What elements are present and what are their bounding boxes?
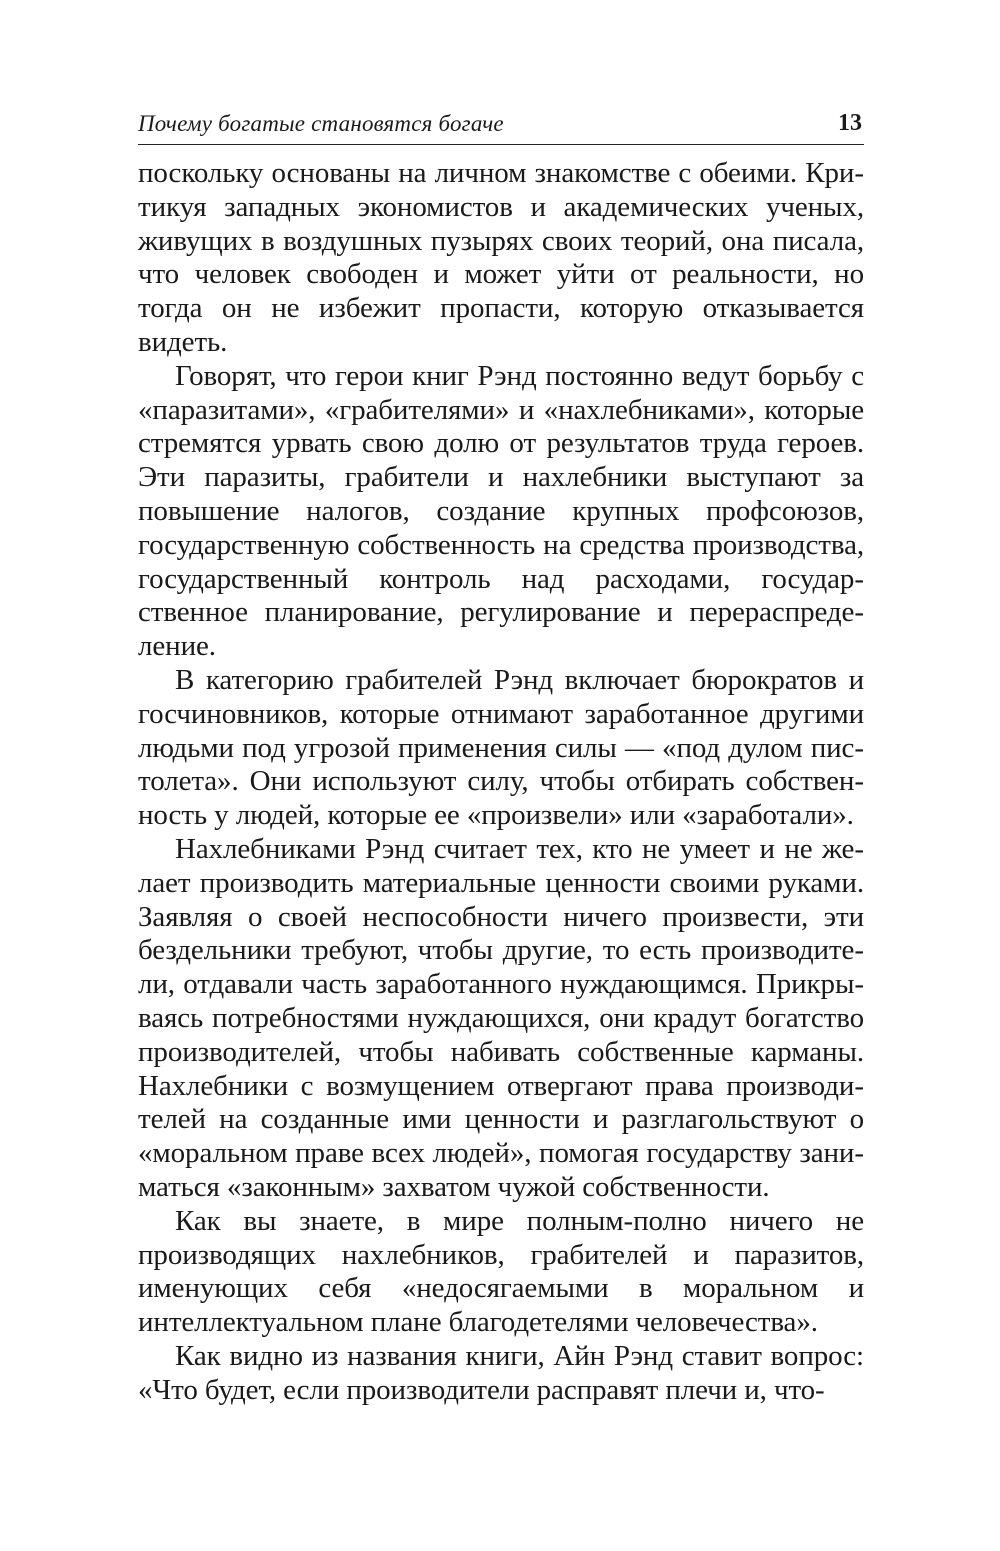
paragraph: Как видно из названия книги, Айн Рэнд ставит вопрос: «Что будет, если производители расправят плечи и, что- — [138, 1339, 864, 1406]
paragraph: Как вы знаете, в мире полным-полно ничего не производящих нахлебников, грабителей и паразитов, именующих себя «недосягаемыми в моральном и интеллектуальном плане благодетелями человечества». — [138, 1204, 864, 1339]
page-number: 13 — [838, 110, 862, 136]
paragraph: Нахлебниками Рэнд считает тех, кто не умеет и не желает производить материальные ценности своими руками. Заявляя о своей неспособности ничего произвести, эти бездельники требуют, чтобы другие, то есть производители, отдавали часть заработанного нуждающимся. Прикрываясь потребностями нуждающихся, они крадут богатство производителей, чтобы набивать собственные карманы. Нахлебники с возмущением отвергают права производителей на созданные ими ценности и разглагольствуют о «моральном праве всех людей», помогая государству заниматься «законным» захватом чужой собственности. — [138, 832, 864, 1203]
body-text — [138, 157, 864, 1407]
paragraph: Говорят, что герои книг Рэнд постоянно ведут борьбу с «паразитами», «грабителями» и «нахлебниками», которые стремятся урвать свою долю от результатов труда героев. Эти паразиты, грабители и нахлебники выступают за повышение налогов, создание крупных профсоюзов, государственную собственность на средства производства, государственный контроль над расходами, государственное планирование, регулирование и перераспределение. — [138, 359, 864, 663]
paragraph-continued: поскольку основаны на личном знакомстве с обеими. Критикуя западных экономистов и академических ученых, живущих в воздушных пузырях своих теорий, она писала, что человек свободен и может уйти от реальности, но тогда он не избежит пропасти, которую отказывается видеть. — [138, 157, 864, 358]
paragraph: В категорию грабителей Рэнд включает бюрократов и госчиновников, которые отнимают заработанное другими людьми под угрозой применения силы — «под дулом пистолета». Они используют силу, чтобы отбирать собственность у людей, которые ее «произвели» или «заработали». — [138, 663, 864, 832]
running-title: Почему богатые становятся богаче — [138, 111, 504, 136]
running-header — [138, 110, 864, 145]
